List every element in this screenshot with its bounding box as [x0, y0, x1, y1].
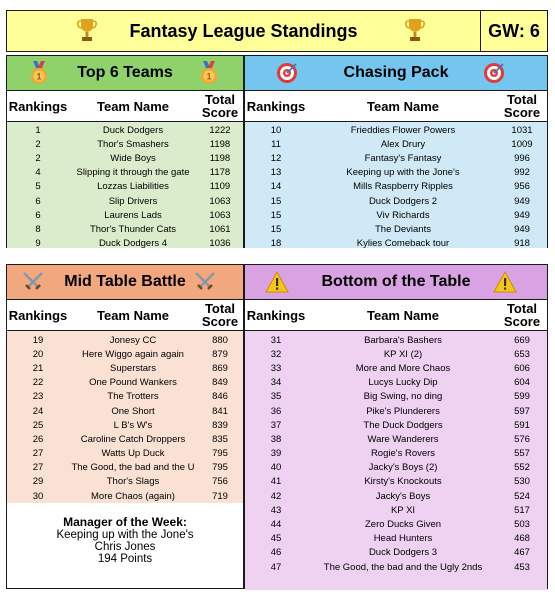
team-name-cell: Superstars [110, 362, 156, 374]
team-name-cell: Big Swing, no ding [363, 391, 443, 403]
rank-cell: 8 [35, 223, 41, 235]
score-cell: 503 [514, 519, 530, 531]
rank-cell: 43 [270, 504, 282, 516]
table-row [7, 194, 243, 208]
chasing-rows [245, 122, 547, 248]
team-name-cell: Duck Dodgers 3 [368, 547, 438, 559]
score-cell: 1178 [209, 167, 231, 179]
team-name-cell: KP XI (2) [383, 348, 423, 360]
rank-cell: 11 [271, 138, 281, 150]
table-row [245, 180, 547, 194]
rank-cell: 40 [270, 462, 282, 474]
table-row [7, 222, 243, 236]
score-cell: 591 [514, 419, 530, 431]
score-cell: 606 [514, 362, 530, 374]
rank-cell: 33 [270, 362, 282, 374]
score-cell: 604 [514, 377, 530, 389]
bottom-title: Bottom of the Table [321, 273, 471, 290]
warning-icon [493, 270, 517, 294]
team-name-cell: Zero Ducks Given [364, 519, 442, 531]
rank-cell: 12 [270, 152, 282, 164]
team-name-cell: More Chaos (again) [91, 490, 175, 502]
rank-cell: 47 [270, 561, 282, 573]
team-name-cell: Duck Dodgers [102, 124, 164, 136]
team-name-cell: The Deviants [375, 223, 431, 235]
team-name-cell: Kylies Comeback tour [356, 238, 450, 250]
rank-cell: 25 [32, 419, 44, 431]
score-cell: 846 [212, 391, 228, 403]
team-column-header: Team Name [96, 98, 169, 114]
team-name-cell: Duck Dodgers 2 [368, 195, 438, 207]
table-row [7, 418, 243, 432]
score-cell: 869 [212, 362, 228, 374]
score-cell: 1063 [209, 195, 231, 207]
rank-cell: 30 [32, 490, 44, 502]
rank-cell: 39 [270, 448, 282, 460]
score-cell: 839 [212, 419, 228, 431]
score-cell: 1031 [511, 124, 533, 136]
score-column-header: Total Score [201, 92, 239, 120]
rank-cell: 36 [270, 405, 282, 417]
table-row [7, 237, 243, 251]
team-column-header: Team Name [96, 307, 169, 323]
rank-cell: 4 [35, 167, 41, 179]
table-row [245, 432, 547, 446]
team-name-cell: Lozzas Liabilities [97, 181, 169, 193]
rank-cell: 34 [270, 377, 282, 389]
chasing-section [244, 55, 548, 248]
table-row [245, 166, 547, 180]
rank-cell: 31 [270, 334, 282, 346]
team-name-cell: Wide Boys [110, 152, 156, 164]
score-cell: 756 [212, 476, 228, 488]
manager-of-the-week [6, 503, 244, 589]
rank-cell: 22 [32, 377, 44, 389]
title-bar [6, 10, 548, 52]
table-row [7, 123, 243, 137]
table-row [7, 361, 243, 375]
score-cell: 795 [212, 448, 228, 460]
score-cell: 795 [212, 462, 228, 474]
midtable-column-headers [7, 300, 243, 331]
team-column-header: Team Name [366, 98, 439, 114]
rank-cell: 21 [32, 362, 44, 374]
table-row [245, 447, 547, 461]
motw-heading: Manager of the Week: [63, 515, 187, 529]
score-cell: 719 [212, 490, 228, 502]
score-cell: 949 [514, 195, 530, 207]
team-name-cell: Laurens Lads [104, 209, 162, 221]
rank-cell: 37 [270, 419, 282, 431]
rank-cell: 45 [270, 533, 282, 545]
rank-cell: 13 [270, 167, 282, 179]
table-row [7, 447, 243, 461]
score-cell: 956 [514, 181, 530, 193]
table-row [7, 461, 243, 475]
score-cell: 530 [514, 476, 530, 488]
table-row [245, 137, 547, 151]
team-name-cell: Rogie's Rovers [370, 448, 436, 460]
rank-cell: 10 [270, 124, 282, 136]
table-row [245, 361, 547, 375]
table-row [245, 404, 547, 418]
score-cell: 599 [514, 391, 530, 403]
table-row [245, 237, 547, 251]
score-cell: 1222 [209, 124, 231, 136]
rank-cell: 15 [270, 195, 282, 207]
rank-column-header: Rankings [8, 307, 68, 323]
table-row [245, 418, 547, 432]
top6-rows [7, 122, 243, 248]
team-name-cell: Slip Drivers [108, 195, 158, 207]
team-name-cell: Mills Raspberry Ripples [353, 181, 453, 193]
rank-cell: 5 [35, 181, 41, 193]
table-row [7, 333, 243, 347]
team-name-cell: The Duck Dodgers [363, 419, 443, 431]
rank-cell: 6 [35, 209, 41, 221]
team-name-cell: Fantasy's Fantasy [364, 152, 442, 164]
table-row [245, 546, 547, 560]
chasing-title: Chasing Pack [343, 64, 449, 81]
team-name-cell: Keeping up with the Jone's [346, 167, 460, 179]
team-column-header: Team Name [366, 307, 439, 323]
team-name-cell: Thor's Thunder Cats [89, 223, 177, 235]
score-cell: 597 [514, 405, 530, 417]
score-cell: 467 [514, 547, 530, 559]
score-cell: 1063 [209, 209, 231, 221]
crossed-swords-icon [21, 270, 45, 294]
team-name-cell: Barbara's Bashers [364, 334, 442, 346]
midtable-rows [7, 331, 243, 505]
score-cell: 880 [212, 334, 228, 346]
team-name-cell: Jacky's Boys [375, 490, 431, 502]
table-row [245, 376, 547, 390]
medal-icon [197, 61, 221, 85]
table-row [245, 532, 547, 546]
crossed-swords-icon [193, 270, 217, 294]
score-cell: 992 [514, 167, 530, 179]
svg-text:1: 1 [206, 71, 212, 82]
score-column-header: Total Score [503, 92, 541, 120]
bottom-column-headers [245, 300, 547, 331]
score-cell: 552 [514, 462, 530, 474]
score-cell: 1009 [511, 138, 533, 150]
top6-column-headers [7, 91, 243, 122]
team-name-cell: Slipping it through the gate [76, 167, 190, 179]
score-cell: 1109 [209, 181, 231, 193]
bottom-section [244, 264, 548, 589]
table-row [245, 208, 547, 222]
top6-header [7, 56, 243, 91]
rank-cell: 23 [32, 391, 44, 403]
table-row [7, 489, 243, 503]
rank-cell: 6 [35, 195, 41, 207]
rank-cell: 35 [270, 391, 282, 403]
rank-cell: 2 [35, 152, 41, 164]
table-row [7, 432, 243, 446]
score-cell: 453 [514, 561, 530, 573]
team-name-cell: Here Wiggo again again [82, 348, 184, 360]
rank-cell: 26 [32, 433, 44, 445]
team-name-cell: Frieddies Flower Powers [350, 124, 456, 136]
rank-cell: 15 [270, 209, 282, 221]
team-name-cell: Head Hunters [373, 533, 433, 545]
rank-cell: 20 [32, 348, 44, 360]
rank-cell: 15 [270, 223, 282, 235]
team-name-cell: Jonesy CC [109, 334, 157, 346]
score-cell: 996 [514, 152, 530, 164]
trophy-icon [77, 17, 97, 43]
table-row [7, 376, 243, 390]
rank-cell: 18 [270, 238, 282, 250]
table-row [7, 151, 243, 165]
team-name-cell: More and More Chaos [355, 362, 451, 374]
page-title: Fantasy League Standings [129, 20, 358, 41]
team-name-cell: The Good, the bad and the U [71, 462, 195, 474]
gameweek-label: GW: 6 [480, 11, 547, 51]
rank-cell: 32 [270, 348, 282, 360]
score-cell: 1061 [209, 223, 231, 235]
rank-cell: 19 [32, 334, 44, 346]
top6-section [6, 55, 244, 248]
score-column-header: Total Score [201, 301, 239, 329]
rank-cell: 46 [270, 547, 282, 559]
chasing-column-headers [245, 91, 547, 122]
table-row [245, 489, 547, 503]
rank-cell: 24 [32, 405, 44, 417]
table-row [245, 333, 547, 347]
score-cell: 468 [514, 533, 530, 545]
team-name-cell: Thor's Smashers [97, 138, 169, 150]
team-name-cell: One Short [111, 405, 155, 417]
midtable-title: Mid Table Battle [64, 273, 186, 290]
score-cell: 524 [514, 490, 530, 502]
rank-cell: 38 [270, 433, 282, 445]
table-row [245, 461, 547, 475]
table-row [7, 208, 243, 222]
warning-icon [265, 270, 289, 294]
score-column-header: Total Score [503, 301, 541, 329]
table-row [245, 517, 547, 531]
team-name-cell: The Good, the bad and the Ugly 2nds [323, 561, 483, 573]
bottom-header [245, 265, 547, 300]
rank-cell: 29 [32, 476, 44, 488]
score-cell: 653 [514, 348, 530, 360]
team-name-cell: Watts Up Duck [101, 448, 165, 460]
top6-title: Top 6 Teams [77, 64, 173, 81]
table-row [245, 390, 547, 404]
table-row [7, 166, 243, 180]
table-row [245, 503, 547, 517]
score-cell: 1198 [209, 138, 231, 150]
team-name-cell: The Trotters [107, 391, 159, 403]
score-cell: 841 [212, 405, 228, 417]
score-cell: 1036 [209, 238, 231, 250]
rank-cell: 9 [35, 238, 41, 250]
rank-cell: 27 [32, 448, 44, 460]
team-name-cell: KP XI [390, 504, 416, 516]
team-name-cell: One Pound Wankers [89, 377, 177, 389]
score-cell: 669 [514, 334, 530, 346]
score-cell: 1198 [209, 152, 231, 164]
table-row [7, 475, 243, 489]
rank-cell: 14 [270, 181, 282, 193]
score-cell: 557 [514, 448, 530, 460]
table-row [7, 347, 243, 361]
score-cell: 879 [212, 348, 228, 360]
table-row [7, 180, 243, 194]
score-cell: 517 [514, 504, 530, 516]
team-name-cell: Alex Drury [380, 138, 426, 150]
score-cell: 835 [212, 433, 228, 445]
motw-points: 194 Points [97, 553, 153, 565]
midtable-section [6, 264, 244, 504]
midtable-header [7, 265, 243, 300]
rank-column-header: Rankings [246, 307, 306, 323]
team-name-cell: Viv Richards [376, 209, 430, 221]
motw-team: Keeping up with the Jone's [56, 529, 194, 541]
bottom-rows [245, 331, 547, 590]
table-row [245, 222, 547, 236]
svg-text:1: 1 [36, 71, 42, 82]
rank-cell: 2 [35, 138, 41, 150]
table-row [245, 194, 547, 208]
table-row [245, 560, 547, 574]
team-name-cell: Lucys Lucky Dip [368, 377, 438, 389]
table-row [245, 475, 547, 489]
score-cell: 949 [514, 209, 530, 221]
rank-cell: 41 [270, 476, 282, 488]
target-icon [275, 61, 299, 85]
team-name-cell: Thor's Slags [106, 476, 160, 488]
team-name-cell: Caroline Catch Droppers [80, 433, 186, 445]
medal-icon [27, 61, 51, 85]
table-row [245, 151, 547, 165]
table-row [7, 404, 243, 418]
chasing-header [245, 56, 547, 91]
table-row [245, 347, 547, 361]
score-cell: 918 [514, 238, 530, 250]
trophy-icon [405, 17, 425, 43]
score-cell: 576 [514, 433, 530, 445]
title-area [7, 11, 480, 51]
team-name-cell: Jacky's Boys (2) [368, 462, 438, 474]
rank-column-header: Rankings [8, 98, 68, 114]
rank-cell: 42 [270, 490, 282, 502]
table-row [7, 137, 243, 151]
rank-cell: 27 [32, 462, 44, 474]
target-icon [482, 61, 506, 85]
rank-column-header: Rankings [246, 98, 306, 114]
rank-cell: 44 [270, 519, 282, 531]
score-cell: 949 [514, 223, 530, 235]
table-row [7, 390, 243, 404]
team-name-cell: Duck Dodgers 4 [98, 238, 168, 250]
table-row [245, 123, 547, 137]
team-name-cell: Pike's Plunderers [366, 405, 440, 417]
score-cell: 849 [212, 377, 228, 389]
team-name-cell: L B's W's [113, 419, 153, 431]
team-name-cell: Ware Wanderers [367, 433, 439, 445]
rank-cell: 1 [35, 124, 41, 136]
motw-manager: Chris Jones [94, 541, 156, 553]
team-name-cell: Kirsty's Knockouts [364, 476, 442, 488]
